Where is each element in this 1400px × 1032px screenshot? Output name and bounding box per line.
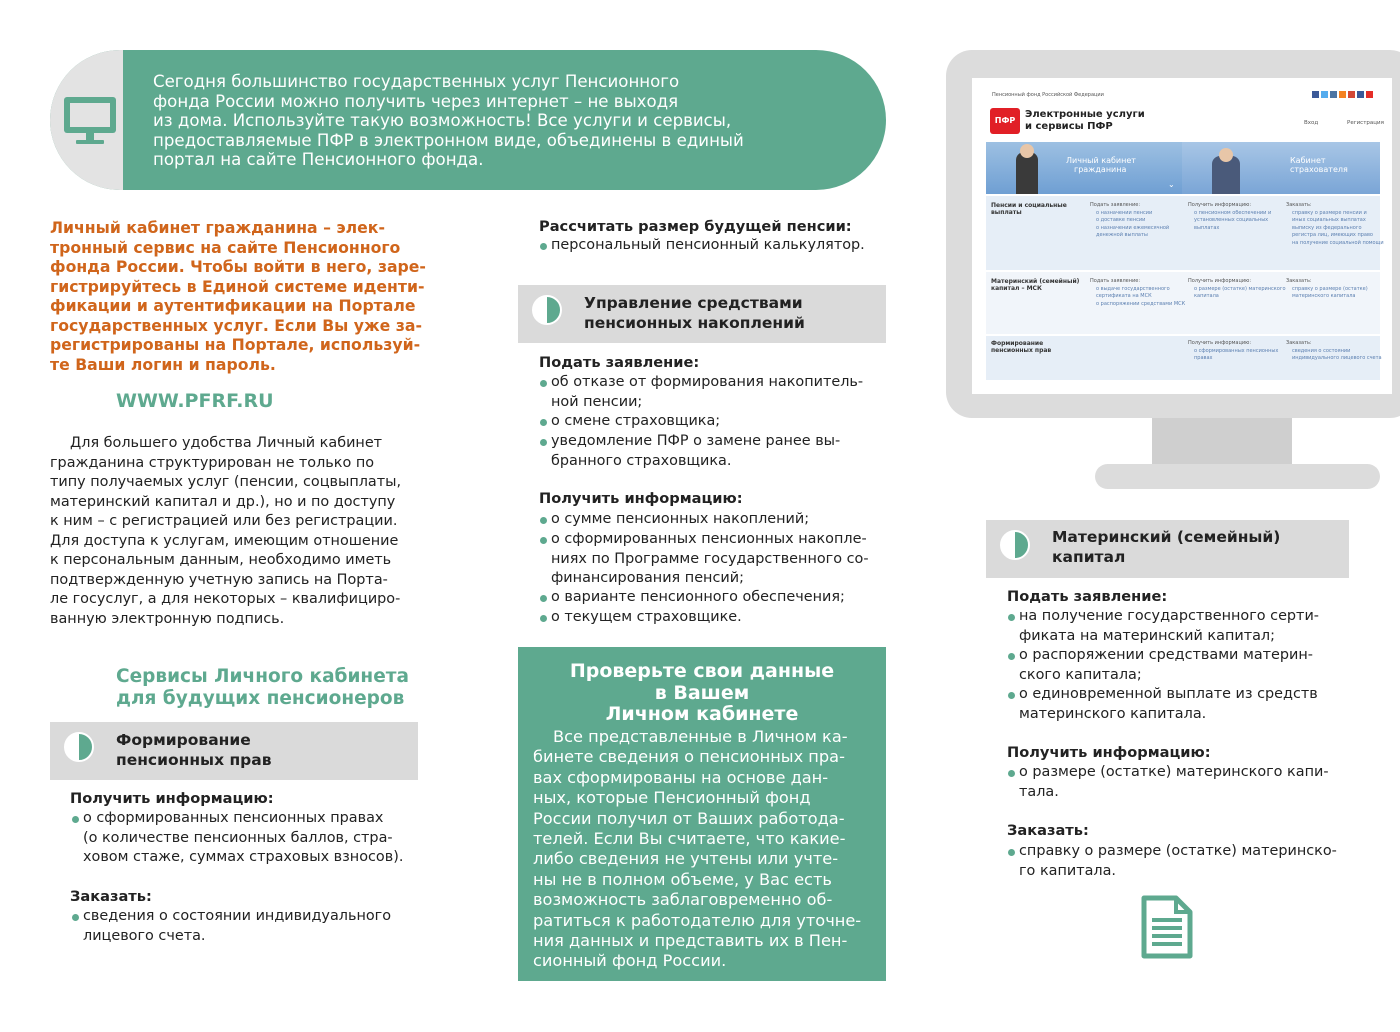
check-data-box xyxy=(518,647,886,981)
hero-employer-cabinet[interactable] xyxy=(1182,142,1380,194)
banner-line: Сегодня большинство государственных услуг Пенсионного xyxy=(153,72,680,91)
row-label xyxy=(991,340,1051,354)
col-link[interactable]: индивидуального лицевого счета xyxy=(1292,355,1382,361)
banner-text xyxy=(153,72,793,170)
col-link[interactable]: материнского капитала xyxy=(1292,293,1356,299)
col-link[interactable]: сведения о состоянии xyxy=(1292,347,1351,354)
bullet-dot xyxy=(540,517,547,524)
item-line: сведения о состоянии индивидуального xyxy=(83,908,392,924)
item-line: о текущем страховщике. xyxy=(551,609,742,625)
bullet-dot xyxy=(1008,849,1015,856)
paragraph-line: ле госуслуг, а для некоторых – квалифициро- xyxy=(50,591,401,607)
item-line: справку о размере (остатке) материнско- xyxy=(1019,843,1337,859)
intro-line: фикации и аутентификации на Портале xyxy=(50,296,416,315)
row-col xyxy=(1090,278,1185,308)
label-line: Кабинет xyxy=(1290,156,1326,165)
paragraph-line: типу получаемых услуг (пенсии, соцвыплаты, xyxy=(50,474,402,490)
item-line: лицевого счета. xyxy=(83,927,206,944)
row-col xyxy=(1188,278,1286,301)
maternity-order-item xyxy=(1019,842,1337,881)
social-icon[interactable] xyxy=(1312,91,1319,98)
bullet-dot xyxy=(540,595,547,602)
maternity-section-header xyxy=(986,520,1349,578)
text-line: либо сведения не учтены или учте- xyxy=(533,849,839,869)
hero-citizen-cabinet[interactable] xyxy=(986,142,1182,194)
portal-row-formation xyxy=(986,336,1380,380)
banner-line: фонда России можно получить через интернет – не выходя xyxy=(153,91,679,111)
text-line: телей. Если Вы считаете, что какие- xyxy=(533,829,846,849)
banner-line: портал на сайте Пенсионного фонда. xyxy=(153,150,484,170)
bullet-dot xyxy=(540,537,547,544)
site-url-link[interactable]: WWW.PFRF.RU xyxy=(116,390,274,412)
paragraph-line: гражданина структурирован не только по xyxy=(50,454,375,471)
banner-icon-zone xyxy=(50,50,123,190)
login-link[interactable]: Вход xyxy=(1304,120,1319,126)
bullet-dot xyxy=(540,380,547,387)
formation-order-label: Заказать: xyxy=(70,888,152,905)
monitor-icon xyxy=(62,95,118,147)
maternity-apply-item xyxy=(1019,607,1319,646)
services-heading xyxy=(116,666,409,710)
title-line: и сервисы ПФР xyxy=(1025,121,1113,132)
text-line: Все представленные в Личном ка- xyxy=(553,727,848,746)
savings-info-label: Получить информацию: xyxy=(539,490,743,507)
item-line: материнского капитала. xyxy=(1019,705,1207,722)
savings-info-item xyxy=(551,588,845,608)
maternity-apply-item xyxy=(1019,685,1318,724)
col-link[interactable]: о назначении ежемесячной xyxy=(1096,224,1170,231)
label-line: пенсионных прав xyxy=(991,347,1052,354)
row-label xyxy=(991,202,1067,216)
savings-apply-label: Подать заявление: xyxy=(539,354,700,371)
paragraph-line: материнский капитал и др.), но и по доступу xyxy=(50,493,396,510)
item-line: об отказе от формирования накопитель- xyxy=(551,374,864,390)
title-line: Материнский (семейный) xyxy=(1052,528,1281,546)
item-line: о сформированных пенсионных накопле- xyxy=(551,531,867,547)
text-line: бинете сведения о пенсионных пра- xyxy=(533,747,845,767)
item-line: ниях по Программе государственного со- xyxy=(551,550,869,567)
item-line: ной пенсии; xyxy=(551,393,643,410)
intro-line: гистрируйтесь в Единой системе иденти- xyxy=(50,276,425,296)
portal-title xyxy=(1025,109,1145,133)
title-line: Проверьте свои данные xyxy=(569,660,835,682)
col-heading: Заказать: xyxy=(1286,278,1312,284)
col-link[interactable]: о выдаче государственного xyxy=(1096,285,1170,292)
paragraph-line: Для большего удобства Личный кабинет xyxy=(70,435,383,451)
text-line: вах сформированы на основе дан- xyxy=(533,767,829,787)
title-line: пенсионных накоплений xyxy=(584,313,805,332)
half-circle-icon xyxy=(1000,530,1030,560)
item-line: го капитала. xyxy=(1019,862,1117,879)
paragraph-line: подтвержденную учетную запись на Порта- xyxy=(50,571,388,588)
savings-apply-item xyxy=(551,412,720,432)
intro-line: Личный кабинет гражданина – элек- xyxy=(50,218,385,237)
maternity-order-label: Заказать: xyxy=(1007,822,1089,839)
formation-section-header xyxy=(50,722,418,780)
monitor-stand xyxy=(1152,418,1292,468)
text-line: ратиться к работодателю для уточне- xyxy=(533,910,862,930)
formation-title xyxy=(116,731,272,770)
label-line: Материнский (семейный) xyxy=(991,278,1080,285)
row-col xyxy=(1286,202,1384,247)
hero-label xyxy=(1290,156,1348,174)
bullet-dot xyxy=(1008,770,1015,777)
portal-screenshot xyxy=(972,78,1392,394)
social-icons xyxy=(1312,91,1380,98)
person-head xyxy=(1219,148,1233,162)
label-line: капитал – МСК xyxy=(991,285,1042,292)
portal-row-maternity xyxy=(986,272,1380,334)
col-link[interactable]: установленных социальных xyxy=(1194,217,1269,223)
formation-get-info-label: Получить информацию: xyxy=(70,790,274,807)
col-link[interactable]: о сформированных пенсионных xyxy=(1194,347,1279,354)
title-line: Формирование xyxy=(116,731,251,749)
heading-line: для будущих пенсионеров xyxy=(116,688,405,709)
savings-info-item xyxy=(551,608,742,628)
monitor-base xyxy=(1095,464,1380,489)
bullet-dot xyxy=(72,816,79,823)
paragraph-line: к персональным данным, необходимо иметь xyxy=(50,552,392,568)
person-figure xyxy=(1016,152,1038,194)
col-link[interactable]: справку о размере пенсии и xyxy=(1292,209,1367,216)
social-icon[interactable] xyxy=(1348,91,1355,98)
intro-line: регистрированы на Портале, используй- xyxy=(50,335,421,354)
bullet-dot xyxy=(540,419,547,426)
social-icon[interactable] xyxy=(1321,91,1328,98)
bullet-dot xyxy=(1008,653,1015,660)
col-heading: Получить информацию: xyxy=(1188,278,1252,284)
row-label xyxy=(991,278,1079,292)
hero-label xyxy=(1066,156,1136,174)
maternity-title xyxy=(1052,528,1280,567)
bullet-dot xyxy=(540,615,547,622)
bullet-dot xyxy=(1008,692,1015,699)
item-line: ского капитала; xyxy=(1019,666,1142,683)
bullet-dot xyxy=(72,914,79,921)
intro-banner xyxy=(50,50,886,190)
col-link[interactable]: денежной выплаты xyxy=(1096,232,1148,238)
label-line: Личный кабинет xyxy=(1066,156,1136,165)
col-link[interactable]: выплатах xyxy=(1194,224,1220,231)
text-line: России получил от Ваших работода- xyxy=(533,808,845,828)
structure-paragraph xyxy=(50,434,418,629)
savings-apply-item xyxy=(551,432,840,471)
item-line: на получение государственного серти- xyxy=(1019,608,1319,624)
item-line: о единовременной выплате из средств xyxy=(1019,686,1318,702)
title-line: Управление средствами xyxy=(584,294,803,312)
formation-info-item xyxy=(83,809,403,868)
banner-line: из дома. Используйте такую возможность! Все услуги и сервисы, xyxy=(153,111,732,131)
title-line: капитал xyxy=(1052,547,1126,566)
label-line: Пенсии и социальные xyxy=(991,202,1067,209)
label-line: Формирование xyxy=(991,340,1044,347)
intro-line: фонда России. Чтобы войти в него, заре- xyxy=(50,257,426,276)
col-heading: Получить информацию: xyxy=(1188,340,1252,346)
paragraph-line: к ним – с регистрацией или без регистрации. xyxy=(50,513,398,529)
maternity-info-label: Получить информацию: xyxy=(1007,744,1211,761)
intro-line: государственных услуг. Если Вы уже за- xyxy=(50,315,422,335)
item-line: о сумме пенсионных накоплений; xyxy=(551,511,810,527)
savings-section-header xyxy=(518,285,886,343)
text-line: сионный фонд России. xyxy=(533,951,727,971)
title-line: Электронные услуги xyxy=(1025,109,1145,120)
col-link[interactable]: о пенсионном обеспечении и xyxy=(1194,209,1272,216)
title-line: пенсионных прав xyxy=(116,750,272,769)
pfr-logo[interactable]: ПФР xyxy=(990,108,1020,134)
portal-row-pensions xyxy=(986,196,1384,270)
col-heading: Подать заявление: xyxy=(1090,278,1141,284)
col-link[interactable]: о распоряжении средствами МСК xyxy=(1096,300,1186,307)
calc-label: Рассчитать размер будущей пенсии: xyxy=(539,218,852,235)
paragraph-line: ванную электронную подпись. xyxy=(50,610,285,627)
savings-info-item xyxy=(551,530,869,589)
heading-line: Сервисы Личного кабинета xyxy=(116,666,409,687)
paragraph-line: Для доступа к услугам, имеющим отношение xyxy=(50,532,399,549)
row-col xyxy=(1286,340,1382,363)
half-circle-icon xyxy=(532,295,562,325)
row-col xyxy=(1188,202,1271,232)
item-line: (о количестве пенсионных баллов, стра- xyxy=(83,829,393,846)
maternity-apply-item xyxy=(1019,646,1313,685)
half-circle-icon xyxy=(64,732,94,762)
row-col xyxy=(1090,202,1169,240)
text-line: ных, которые Пенсионный фонд xyxy=(533,788,811,808)
item-line: уведомление ПФР о замене ранее вы- xyxy=(551,433,841,449)
item-line: тала. xyxy=(1019,783,1059,800)
item-line: о сформированных пенсионных правах xyxy=(83,810,384,826)
maternity-apply-label: Подать заявление: xyxy=(1007,588,1168,605)
col-heading: Получить информацию: xyxy=(1188,202,1252,208)
item-line: о размере (остатке) материнского капи- xyxy=(1019,764,1329,780)
check-text xyxy=(533,727,871,972)
col-link[interactable]: правах xyxy=(1194,355,1213,361)
social-icon[interactable] xyxy=(1357,91,1364,98)
item-line: о смене страховщика; xyxy=(551,413,721,429)
bullet-dot xyxy=(540,243,547,250)
item-line: о распоряжении средствами материн- xyxy=(1019,647,1313,663)
title-line: в Вашем xyxy=(654,681,750,704)
col-link[interactable]: регистра лиц, имеющих право xyxy=(1292,232,1373,238)
col-link[interactable]: о назначении пенсии xyxy=(1096,209,1153,216)
item-line: о варианте пенсионного обеспечения; xyxy=(551,589,845,605)
row-col xyxy=(1286,278,1368,301)
row-col xyxy=(1188,340,1278,363)
formation-order-item xyxy=(83,907,391,946)
col-link[interactable]: о доставке пенсии xyxy=(1096,217,1146,223)
col-link[interactable]: о размере (остатке) материнского xyxy=(1194,285,1286,292)
col-link[interactable]: справку о размере (остатке) xyxy=(1292,285,1368,292)
document-icon xyxy=(1140,894,1194,960)
calc-item xyxy=(551,236,865,256)
item-line: финансирования пенсий; xyxy=(551,570,744,587)
register-link[interactable]: Регистрация xyxy=(1347,120,1384,126)
item-line: фиката на материнский капитал; xyxy=(1019,627,1275,644)
social-icon[interactable] xyxy=(1339,91,1346,98)
label-line: выплаты xyxy=(991,209,1022,216)
label-line: гражданина xyxy=(1074,165,1127,174)
text-line: возможность заблаговременно об- xyxy=(533,890,833,910)
label-line: страхователя xyxy=(1290,165,1348,174)
chevron-down-icon: ⌄ xyxy=(1168,180,1175,189)
bullet-dot xyxy=(1008,614,1015,621)
banner-line: предоставляемые ПФР в электронном виде, объединены в единый xyxy=(153,130,744,150)
social-icon[interactable] xyxy=(1366,91,1373,98)
col-link[interactable]: выписку из федерального xyxy=(1292,224,1362,231)
item-line: персональный пенсионный калькулятор. xyxy=(551,237,865,253)
maternity-info-item xyxy=(1019,763,1329,802)
savings-info-item xyxy=(551,510,809,530)
col-link[interactable]: на получение социальной помощи xyxy=(1292,239,1384,246)
col-link[interactable]: капитала xyxy=(1194,293,1219,299)
savings-apply-item xyxy=(551,373,863,412)
col-heading: Заказать: xyxy=(1286,202,1312,208)
portal-caption: Пенсионный фонд Российской Федерации xyxy=(992,92,1104,98)
title-line: Личном кабинете xyxy=(605,703,799,725)
bullet-dot xyxy=(540,439,547,446)
text-line: ны не в полном объеме, у Вас есть xyxy=(533,869,832,889)
social-icon[interactable] xyxy=(1330,91,1337,98)
item-line: бранного страховщика. xyxy=(551,452,732,469)
intro-line: те Ваши логин и пароль. xyxy=(50,354,276,374)
savings-title xyxy=(584,294,805,333)
col-link[interactable]: иных социальных выплатах xyxy=(1292,217,1366,223)
person-head xyxy=(1020,144,1034,158)
intro-line: тронный сервис на сайте Пенсионного xyxy=(50,237,401,257)
item-line: ховом стаже, суммах страховых взносов). xyxy=(83,849,404,866)
personal-account-intro xyxy=(50,218,426,374)
col-link[interactable]: сертификата на МСК xyxy=(1096,293,1152,299)
check-title xyxy=(518,661,886,726)
text-line: ния данных и представить их в Пен- xyxy=(533,931,848,951)
col-heading: Подать заявление: xyxy=(1090,202,1141,208)
col-heading: Заказать: xyxy=(1286,340,1312,346)
